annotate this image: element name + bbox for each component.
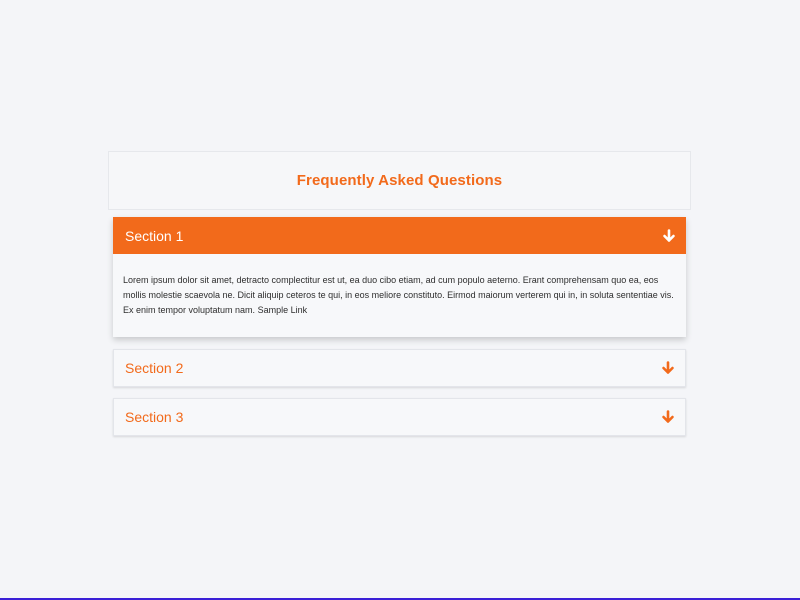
accordion-body-text: Lorem ipsum dolor sit amet, detracto complectitur est ut, ea duo cibo etiam, ad cum populo aeterno. Erant comprehensam quo ea, eos mollis molestie scaevola ne. Dicit aliquip ceteros te qui, in eos meliore constituto. Eirmod maiorum verterem qui in, in soluta sententiae vis. Ex enim tempor voluptatum nam. — [123, 275, 674, 315]
accordion-header-section-3[interactable] — [113, 398, 686, 436]
accordion-header-section-1[interactable] — [113, 217, 686, 254]
accordion-label: Section 1 — [125, 227, 184, 244]
sample-link[interactable]: Sample Link — [257, 305, 308, 315]
page-title: Frequently Asked Questions — [296, 172, 503, 189]
faq-header — [108, 151, 691, 210]
arrow-down-icon[interactable] — [661, 361, 675, 375]
accordion-content-section-1 — [113, 254, 686, 318]
accordion-section-1 — [113, 217, 686, 337]
arrow-down-icon[interactable] — [662, 229, 676, 243]
arrow-down-icon[interactable] — [661, 410, 675, 424]
accordion-header-section-2[interactable] — [113, 349, 686, 387]
accordion-label: Section 3 — [125, 409, 184, 425]
accordion-label: Section 2 — [125, 360, 184, 376]
